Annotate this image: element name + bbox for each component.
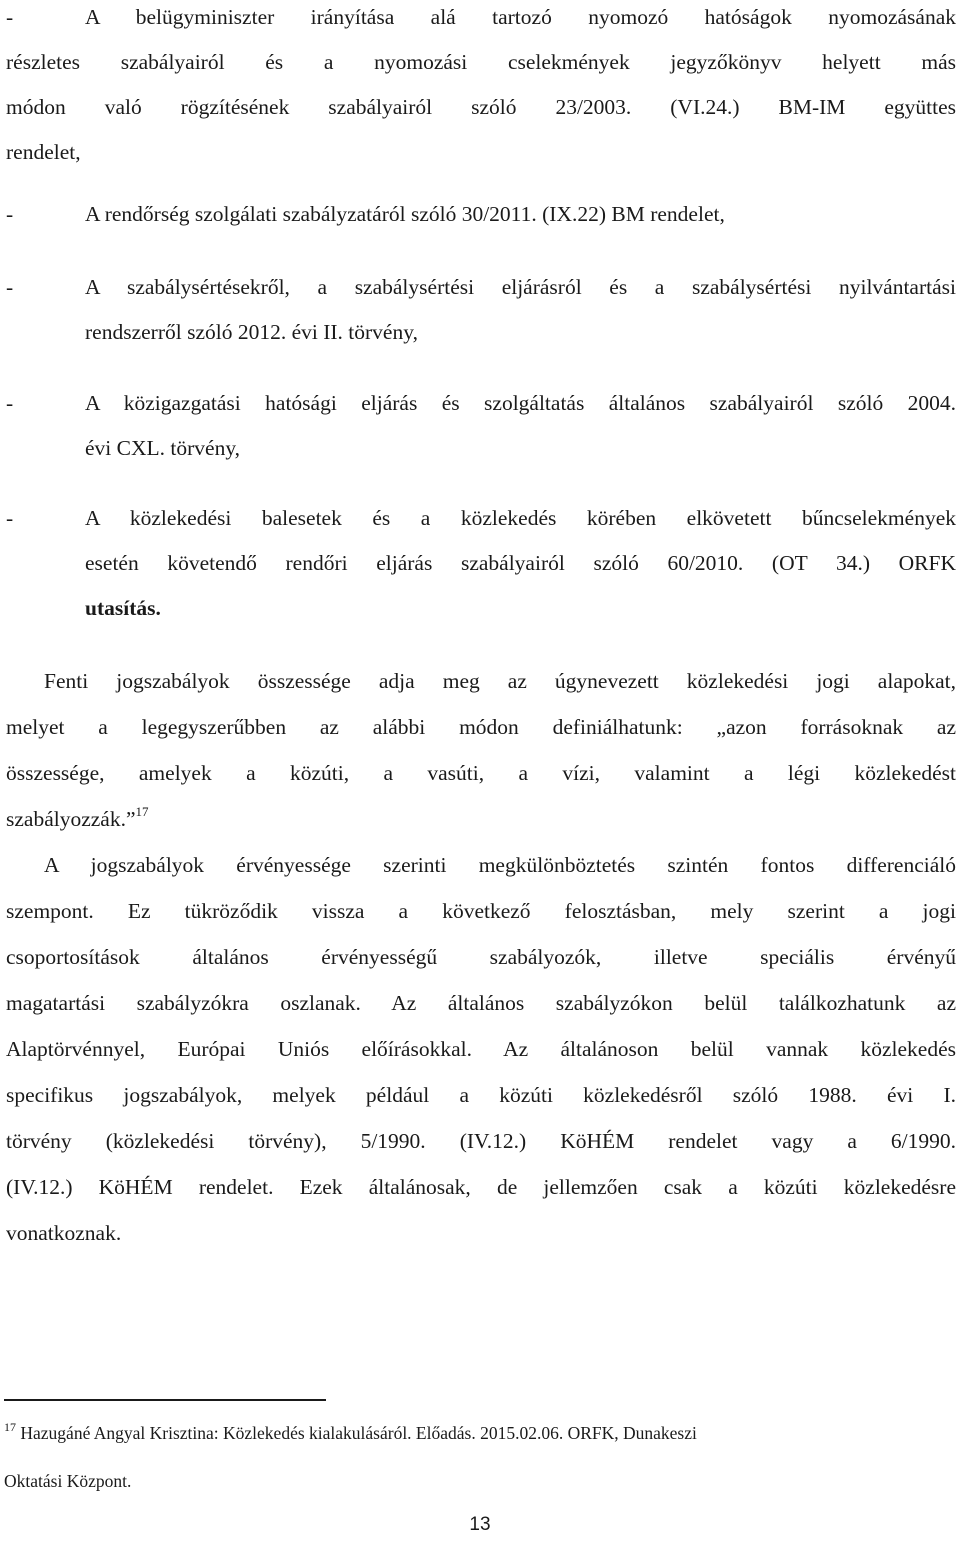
footnote (4, 1409, 956, 1505)
list-item-line: A közigazgatási hatósági eljárás és szolgáltatás általános szabályairól szóló 2004. (85, 391, 956, 415)
footnote-text: Hazugáné Angyal Krisztina: Közlekedés kialakulásáról. Előadás. 2015.02.06. ORFK, Dunakeszi (20, 1423, 697, 1443)
list-item (6, 496, 956, 631)
footnote-separator (4, 1399, 326, 1401)
paragraph-line: specifikus jogszabályok, melyek például a közúti közlekedésről szóló 1988. évi I. (6, 1083, 956, 1107)
footnote-line (4, 1409, 956, 1457)
footnote-number: 17 (4, 1420, 16, 1434)
list-dash: - (6, 5, 14, 29)
list-item-line: évi CXL. törvény, (85, 436, 241, 460)
page-number: 13 (469, 1514, 491, 1535)
list-item-line: A szabálysértésekről, a szabálysértési eljárásról és a szabálysértési nyilvántartási (85, 275, 956, 299)
list-dash: - (6, 275, 14, 299)
list-dash: - (6, 202, 14, 226)
list-dash: - (6, 391, 14, 415)
list-item-line: A közlekedési balesetek és a közlekedés körében elkövetett bűncselekmények (85, 506, 956, 530)
paragraph-line-last (6, 796, 956, 842)
paragraph-line: magatartási szabályzókra oszlanak. Az általános szabályzókon belül találkozhatunk az (6, 991, 956, 1015)
footnote-reference[interactable]: 17 (135, 804, 149, 819)
list-item-line: esetén követendő rendőri eljárás szabályairól szóló 60/2010. (OT 34.) ORFK (85, 551, 956, 575)
list-item (6, 0, 956, 175)
paragraph-line: törvény (közlekedési törvény), 5/1990. (IV.12.) KöHÉM rendelet vagy a 6/1990. (6, 1129, 956, 1153)
paragraph-line: szempont. Ez tükröződik vissza a következő felosztásban, mely szerint a jogi (6, 899, 956, 923)
paragraph-validity (6, 842, 956, 1256)
paragraph-line: összessége, amelyek a közúti, a vasúti, a vízi, valamint a légi közlekedést (6, 761, 956, 785)
list-item (6, 265, 956, 355)
paragraph-line: (IV.12.) KöHÉM rendelet. Ezek általánosak, de jellemzően csak a közúti közlekedésre (6, 1175, 956, 1199)
list-item-line: utasítás. (85, 596, 161, 620)
paragraph-line: Alaptörvénnyel, Európai Uniós előírásokkal. Az általánoson belül vannak közlekedés (6, 1037, 956, 1061)
list-item (6, 192, 956, 237)
list-item-line: rendszerről szóló 2012. évi II. törvény, (85, 320, 418, 344)
paragraph-line: csoportosítások általános érvényességű szabályozók, illetve speciális érvényű (6, 945, 956, 969)
paragraph-line: A jogszabályok érvényessége szerinti megkülönböztetés szintén fontos differenciáló (44, 853, 956, 877)
list-item-line: részletes szabályairól és a nyomozási cselekmények jegyzőkönyv helyett más (6, 50, 956, 74)
paragraph-line: Fenti jogszabályok összessége adja meg az úgynevezett közlekedési jogi alapokat, (44, 669, 956, 693)
list-dash: - (6, 506, 14, 530)
paragraph-line: vonatkoznak. (6, 1221, 122, 1245)
list-item-line: módon való rögzítésének szabályairól szóló 23/2003. (VI.24.) BM-IM együttes (6, 95, 956, 119)
paragraph-line: szabályozzák.” (6, 807, 136, 831)
list-item (6, 381, 956, 471)
list-item-line: A belügyminiszter irányítása alá tartozó nyomozó hatóságok nyomozásának (85, 5, 956, 29)
paragraph-line: melyet a legegyszerűbben az alábbi módon definiálhatunk: „azon forrásoknak az (6, 715, 956, 739)
footnote-line: Oktatási Központ. (4, 1471, 132, 1491)
list-item-line: A rendőrség szolgálati szabályzatáról szóló 30/2011. (IX.22) BM rendelet, (85, 202, 725, 226)
paragraph-legal-basis (6, 658, 956, 842)
list-item-line: rendelet, (6, 140, 81, 164)
